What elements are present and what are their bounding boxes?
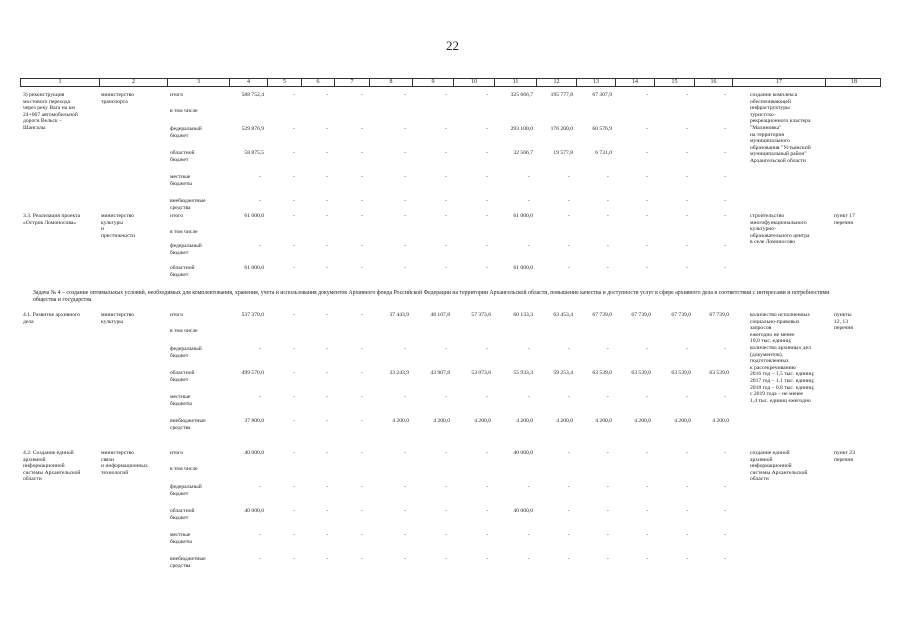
cell-dash: - [486, 508, 488, 514]
cell-dash: - [404, 508, 406, 514]
cell-dash: - [445, 213, 447, 219]
cell-4-1-offbudget-c9: 4 200,0 [433, 418, 450, 424]
cell-dash: - [486, 484, 488, 490]
cell-dash: - [646, 532, 648, 538]
cell-dash: - [361, 265, 363, 271]
cell-dash: - [686, 243, 688, 249]
cell-dash: - [607, 484, 609, 490]
cell-4-1-total-c13: 67 739,0 [592, 312, 612, 318]
cell-dash: - [293, 556, 295, 562]
cell-dash: - [607, 174, 609, 180]
cell-dash: - [724, 394, 726, 400]
cell-3-2-regional-c4: 58 875,5 [244, 150, 264, 156]
row-name-4-1: 4.1. Развитие архивного дела [23, 312, 80, 325]
cell-dash: - [293, 508, 295, 514]
cell-dash: - [445, 150, 447, 156]
cell-dash: - [646, 243, 648, 249]
cell-4-1-regional-c11: 55 933,3 [513, 370, 533, 376]
header-col-12: 12 [536, 79, 576, 86]
cell-dash: - [528, 532, 530, 538]
cell-dash: - [293, 418, 295, 424]
cell-dash: - [259, 484, 261, 490]
cell-dash: - [528, 243, 530, 249]
cell-dash: - [568, 243, 570, 249]
cell-dash: - [568, 556, 570, 562]
cell-4-1-regional-c12: 59 253,4 [553, 370, 573, 376]
cell-dash: - [646, 213, 648, 219]
cell-dash: - [404, 394, 406, 400]
cell-dash: - [724, 150, 726, 156]
cell-dash: - [445, 346, 447, 352]
cell-3-2-total-c12: 195 777,8 [550, 92, 573, 98]
fin-label-offbudget: внебюджетные средства [170, 556, 206, 569]
cell-dash: - [724, 198, 726, 204]
cell-dash: - [686, 556, 688, 562]
header-col-15: 15 [654, 79, 694, 86]
cell-dash: - [293, 450, 295, 456]
cell-dash: - [404, 532, 406, 538]
cell-dash: - [445, 484, 447, 490]
cell-dash: - [568, 198, 570, 204]
cell-dash: - [686, 265, 688, 271]
cell-dash: - [404, 346, 406, 352]
cell-dash: - [686, 126, 688, 132]
cell-dash: - [607, 450, 609, 456]
cell-dash: - [486, 213, 488, 219]
cell-dash: - [724, 450, 726, 456]
fin-label-incl: в том числе [170, 229, 198, 235]
cell-dash: - [445, 508, 447, 514]
cell-4-1-offbudget-c4: 37 800,0 [244, 418, 264, 424]
cell-dash: - [607, 394, 609, 400]
cell-dash: - [326, 370, 328, 376]
cell-dash: - [486, 92, 488, 98]
fin-label-federal: федеральный бюджет [170, 243, 202, 256]
cell-3-2-federal-c11: 293 100,0 [510, 126, 533, 132]
cell-dash: - [724, 346, 726, 352]
cell-dash: - [646, 508, 648, 514]
fin-label-total: итого [170, 213, 184, 219]
cell-dash: - [568, 174, 570, 180]
cell-3-2-total-c13: 67 307,9 [592, 92, 612, 98]
cell-dash: - [445, 265, 447, 271]
cell-dash: - [445, 556, 447, 562]
cell-dash: - [724, 126, 726, 132]
cell-4-1-offbudget-c16: 4 200,0 [712, 418, 729, 424]
cell-dash: - [293, 346, 295, 352]
cell-dash: - [404, 213, 406, 219]
page-number: 22 [446, 38, 459, 53]
cell-3-3-regional-c11: 61 000,0 [513, 265, 533, 271]
fin-label-total: итого [170, 450, 184, 456]
cell-dash: - [361, 312, 363, 318]
cell-dash: - [724, 243, 726, 249]
cell-4-1-total-c16: 67 739,0 [709, 312, 729, 318]
cell-dash: - [686, 198, 688, 204]
cell-dash: - [361, 243, 363, 249]
cell-dash: - [686, 346, 688, 352]
cell-dash: - [293, 150, 295, 156]
cell-dash: - [293, 532, 295, 538]
cell-dash: - [486, 450, 488, 456]
cell-dash: - [646, 450, 648, 456]
cell-dash: - [326, 174, 328, 180]
cell-4-1-regional-c16: 63 539,0 [709, 370, 729, 376]
row-executor-4-1: министерство культуры [101, 312, 135, 325]
row-executor-3-2: министерство транспорта [101, 92, 135, 105]
header-col-14: 14 [615, 79, 654, 86]
cell-3-3-total-c4: 61 000,0 [244, 213, 264, 219]
cell-dash: - [646, 174, 648, 180]
cell-dash: - [404, 92, 406, 98]
header-col-1: 1 [58, 79, 62, 85]
cell-dash: - [326, 265, 328, 271]
header-col-2: 2 [99, 79, 167, 86]
cell-dash: - [361, 198, 363, 204]
cell-dash: - [724, 265, 726, 271]
cell-dash: - [607, 243, 609, 249]
cell-3-2-regional-c13: 6 731,0 [595, 150, 612, 156]
cell-dash: - [568, 213, 570, 219]
cell-4-1-regional-c4: 499 570,0 [241, 370, 264, 376]
fin-label-incl: в том числе [170, 108, 198, 114]
row-result-3-2: создание комплекса обеспечивающей инфраструктуры туристско- рекреационного кластера "Малиновка" на территории муниципального образования "Устьянский муниципальный район" Архангельской области [750, 92, 811, 164]
cell-4-1-offbudget-c11: 4 200,0 [516, 418, 533, 424]
fin-label-offbudget: внебюджетные средства [170, 198, 206, 211]
cell-dash: - [528, 198, 530, 204]
fin-label-regional: областной бюджет [170, 150, 195, 163]
row-name-3-2: 3) реконструкция мостового перехода через реку Вага на км 24+067 автомобильной дороги Вельск – Шангалы [23, 92, 78, 131]
cell-4-2-total-c11: 40 000,0 [513, 450, 533, 456]
cell-dash: - [646, 484, 648, 490]
header-col-16: 16 [694, 79, 732, 86]
task-4-heading: Задача № 4 – создание оптимальных условий, необходимых для комплектования, хранения, учета и использования документов Архивного фонда Российской Федерации на территории Архангельской области, повышение качества и доступности услуг в сфере архивного дела в соответствии с интересами и потребностями общества и государства [33, 290, 830, 303]
cell-dash: - [646, 150, 648, 156]
cell-dash: - [259, 243, 261, 249]
fin-label-federal: федеральный бюджет [170, 346, 202, 359]
cell-dash: - [293, 312, 295, 318]
cell-dash: - [686, 394, 688, 400]
cell-3-3-total-c11: 61 000,0 [513, 213, 533, 219]
cell-dash: - [445, 92, 447, 98]
cell-dash: - [686, 92, 688, 98]
cell-dash: - [326, 243, 328, 249]
cell-dash: - [445, 450, 447, 456]
cell-dash: - [361, 556, 363, 562]
cell-dash: - [326, 556, 328, 562]
cell-dash: - [259, 198, 261, 204]
cell-dash: - [607, 532, 609, 538]
cell-dash: - [646, 92, 648, 98]
row-result-4-1: количество исполненных социально-правовых запросов ежегодно не менее 10,0 тыс. единиц; количество архивных дел (документов), подготовленных к рассекречиванию 2016 год – 1,5 тыс. единиц; 2017 год – 1,1 тыс. единиц; 2018 год – 0,8 тыс. единиц; с 2019 года – не менее 1,4 тыс. единиц ежегодно [750, 312, 815, 404]
cell-dash: - [293, 92, 295, 98]
cell-dash: - [486, 346, 488, 352]
cell-dash: - [646, 556, 648, 562]
cell-dash: - [404, 198, 406, 204]
cell-4-2-regional-c11: 40 000,0 [513, 508, 533, 514]
cell-4-1-offbudget-c13: 4 200,0 [595, 418, 612, 424]
cell-dash: - [326, 213, 328, 219]
cell-dash: - [361, 213, 363, 219]
cell-dash: - [445, 532, 447, 538]
cell-dash: - [361, 92, 363, 98]
header-col-6: 6 [301, 79, 334, 86]
cell-dash: - [404, 556, 406, 562]
row-ref-4-1: пункты 12, 13 перечня [834, 312, 853, 332]
cell-dash: - [724, 174, 726, 180]
header-col-18: 18 [825, 79, 882, 86]
cell-dash: - [326, 532, 328, 538]
row-result-4-2: создание единой архивной информационной системы Архангельской области [750, 450, 808, 483]
cell-dash: - [486, 150, 488, 156]
row-name-3-3: 3.3. Реализация проекта «Остров Ломоносова» [23, 213, 81, 226]
cell-dash: - [404, 126, 406, 132]
cell-4-1-offbudget-c14: 4 200,0 [634, 418, 651, 424]
cell-dash: - [361, 394, 363, 400]
fin-label-incl: в том числе [170, 466, 198, 472]
cell-dash: - [259, 532, 261, 538]
cell-dash: - [259, 346, 261, 352]
cell-dash: - [528, 346, 530, 352]
cell-dash: - [293, 370, 295, 376]
cell-4-2-total-c4: 40 000,0 [244, 450, 264, 456]
cell-3-2-regional-c12: 19 577,8 [553, 150, 573, 156]
cell-3-2-federal-c12: 176 200,0 [550, 126, 573, 132]
cell-4-1-offbudget-c8: 4 200,0 [392, 418, 409, 424]
cell-dash: - [686, 174, 688, 180]
cell-dash: - [528, 556, 530, 562]
cell-dash: - [486, 394, 488, 400]
fin-label-total: итого [170, 312, 184, 318]
cell-dash: - [686, 508, 688, 514]
cell-4-1-regional-c9: 43 907,8 [430, 370, 450, 376]
cell-4-1-total-c4: 537 370,0 [241, 312, 264, 318]
cell-dash: - [293, 198, 295, 204]
cell-dash: - [445, 394, 447, 400]
cell-dash: - [686, 150, 688, 156]
cell-dash: - [607, 265, 609, 271]
cell-dash: - [686, 532, 688, 538]
cell-4-1-offbudget-c12: 4 200,0 [556, 418, 573, 424]
cell-dash: - [646, 265, 648, 271]
cell-dash: - [326, 92, 328, 98]
row-executor-4-2: министерство связи и информационных технологий [101, 450, 148, 476]
cell-dash: - [568, 346, 570, 352]
row-ref-4-2: пункт 23 перечня [834, 450, 855, 463]
cell-3-2-federal-c13: 60 576,9 [592, 126, 612, 132]
cell-dash: - [445, 243, 447, 249]
fin-label-regional: областной бюджет [170, 265, 195, 278]
cell-dash: - [293, 126, 295, 132]
cell-4-1-offbudget-c10: 4 200,0 [474, 418, 491, 424]
cell-dash: - [326, 346, 328, 352]
cell-dash: - [326, 418, 328, 424]
cell-dash: - [607, 556, 609, 562]
cell-dash: - [259, 556, 261, 562]
header-col-8: 8 [369, 79, 412, 86]
cell-dash: - [646, 346, 648, 352]
row-ref-3-3: пункт 17 перечня [834, 213, 855, 226]
cell-dash: - [486, 198, 488, 204]
cell-dash: - [528, 174, 530, 180]
cell-dash: - [326, 126, 328, 132]
cell-dash: - [361, 126, 363, 132]
cell-dash: - [326, 150, 328, 156]
header-col-11: 11 [494, 79, 536, 86]
cell-4-1-total-c14: 67 739,0 [631, 312, 651, 318]
header-col-3: 3 [167, 79, 229, 86]
cell-dash: - [293, 243, 295, 249]
cell-dash: - [361, 484, 363, 490]
header-col-5: 5 [267, 79, 301, 86]
cell-dash: - [404, 265, 406, 271]
cell-dash: - [293, 213, 295, 219]
cell-dash: - [486, 126, 488, 132]
cell-3-2-total-c11: 325 666,7 [510, 92, 533, 98]
cell-3-2-total-c4: 588 752,4 [241, 92, 264, 98]
cell-4-1-regional-c8: 33 243,9 [389, 370, 409, 376]
fin-label-regional: областной бюджет [170, 370, 195, 383]
cell-dash: - [326, 312, 328, 318]
cell-4-1-total-c11: 60 133,3 [513, 312, 533, 318]
cell-dash: - [293, 174, 295, 180]
cell-dash: - [724, 508, 726, 514]
cell-dash: - [404, 174, 406, 180]
cell-4-1-regional-c10: 53 073,6 [471, 370, 491, 376]
cell-dash: - [607, 346, 609, 352]
fin-label-regional: областной бюджет [170, 508, 195, 521]
fin-label-local: местные бюджеты [170, 394, 193, 407]
cell-dash: - [361, 450, 363, 456]
cell-dash: - [293, 484, 295, 490]
cell-dash: - [607, 213, 609, 219]
cell-dash: - [361, 150, 363, 156]
cell-4-1-total-c12: 63 453,4 [553, 312, 573, 318]
header-col-17: 17 [732, 79, 825, 86]
cell-dash: - [445, 198, 447, 204]
fin-label-local: местные бюджеты [170, 532, 193, 545]
header-col-7: 7 [334, 79, 369, 86]
row-result-3-3: строительство многофункционального культурно- образовательного центра в селе Ломоносово [750, 213, 810, 246]
header-col-4: 4 [229, 79, 267, 86]
cell-dash: - [724, 213, 726, 219]
fin-label-total: итого [170, 92, 184, 98]
cell-dash: - [646, 394, 648, 400]
cell-dash: - [568, 450, 570, 456]
cell-dash: - [486, 265, 488, 271]
cell-dash: - [326, 394, 328, 400]
cell-dash: - [724, 484, 726, 490]
cell-dash: - [568, 484, 570, 490]
cell-dash: - [293, 265, 295, 271]
fin-label-offbudget: внебюджетные средства [170, 418, 206, 431]
cell-dash: - [404, 484, 406, 490]
cell-dash: - [445, 126, 447, 132]
cell-dash: - [326, 450, 328, 456]
cell-dash: - [404, 243, 406, 249]
cell-dash: - [361, 174, 363, 180]
cell-dash: - [724, 556, 726, 562]
cell-3-2-federal-c4: 529 876,9 [241, 126, 264, 132]
cell-dash: - [607, 508, 609, 514]
cell-dash: - [361, 370, 363, 376]
cell-4-1-total-c15: 67 739,0 [671, 312, 691, 318]
cell-dash: - [326, 484, 328, 490]
cell-4-1-regional-c14: 63 539,0 [631, 370, 651, 376]
cell-4-1-total-c8: 37 443,9 [389, 312, 409, 318]
cell-dash: - [646, 126, 648, 132]
cell-dash: - [259, 174, 261, 180]
table-header-row [20, 78, 881, 87]
cell-3-3-regional-c4: 61 000,0 [244, 265, 264, 271]
header-col-13: 13 [576, 79, 615, 86]
cell-dash: - [686, 450, 688, 456]
cell-dash: - [293, 394, 295, 400]
cell-dash: - [568, 532, 570, 538]
cell-dash: - [404, 450, 406, 456]
cell-dash: - [404, 150, 406, 156]
fin-label-local: местные бюджеты [170, 174, 193, 187]
cell-dash: - [528, 394, 530, 400]
cell-dash: - [686, 213, 688, 219]
cell-dash: - [259, 394, 261, 400]
cell-dash: - [646, 198, 648, 204]
cell-dash: - [486, 532, 488, 538]
cell-dash: - [724, 92, 726, 98]
header-col-10: 10 [453, 79, 494, 86]
fin-label-incl: в том числе [170, 328, 198, 334]
header-col-9: 9 [412, 79, 453, 86]
cell-dash: - [686, 484, 688, 490]
cell-3-2-regional-c11: 32 566,7 [513, 150, 533, 156]
cell-4-2-regional-c4: 40 000,0 [244, 508, 264, 514]
cell-dash: - [568, 265, 570, 271]
cell-dash: - [445, 174, 447, 180]
row-executor-3-3: министерство культуры и престижности [101, 213, 136, 239]
cell-dash: - [486, 174, 488, 180]
cell-dash: - [724, 532, 726, 538]
cell-dash: - [361, 418, 363, 424]
cell-4-1-total-c10: 57 373,6 [471, 312, 491, 318]
cell-dash: - [361, 346, 363, 352]
cell-dash: - [528, 484, 530, 490]
fin-label-federal: федеральный бюджет [170, 126, 202, 139]
cell-dash: - [326, 508, 328, 514]
fin-label-federal: федеральный бюджет [170, 484, 202, 497]
cell-4-1-regional-c15: 63 539,0 [671, 370, 691, 376]
row-name-4-2: 4.2. Создание единой архивной информационной системы Архангельской области [23, 450, 81, 483]
cell-dash: - [607, 198, 609, 204]
cell-dash: - [361, 508, 363, 514]
cell-dash: - [486, 243, 488, 249]
cell-dash: - [361, 532, 363, 538]
cell-4-1-regional-c13: 63 539,0 [592, 370, 612, 376]
cell-dash: - [568, 508, 570, 514]
cell-dash: - [326, 198, 328, 204]
cell-4-1-total-c9: 48 107,8 [430, 312, 450, 318]
cell-dash: - [486, 556, 488, 562]
cell-4-1-offbudget-c15: 4 200,0 [674, 418, 691, 424]
cell-dash: - [568, 394, 570, 400]
